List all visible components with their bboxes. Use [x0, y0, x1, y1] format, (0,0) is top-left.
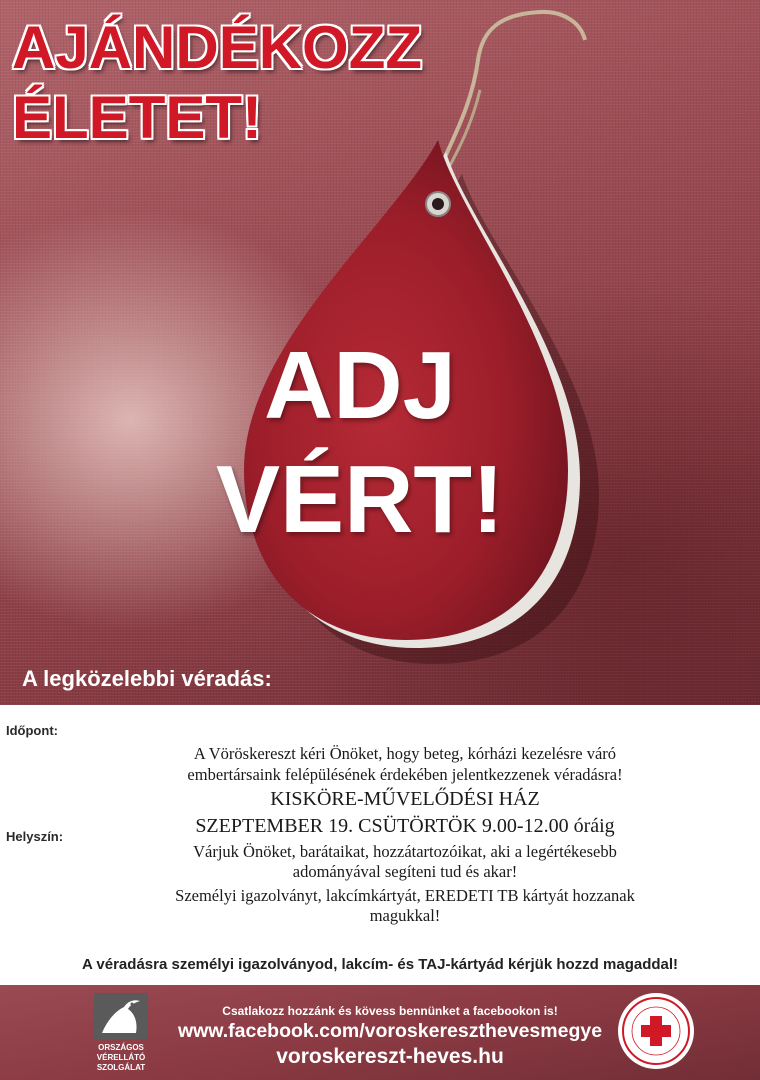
string — [430, 12, 585, 198]
documents-text — [90, 886, 720, 926]
place-label: Helyszín: — [6, 829, 64, 844]
ovsz-line-1: ORSZÁGOS — [98, 1043, 144, 1052]
headline-line-1: AJÁNDÉKOZZ — [12, 14, 423, 81]
ovsz-line-3: SZOLGÁLAT — [96, 1063, 146, 1072]
facebook-invite-text: Csatlakozz hozzánk és kövess bennünket a facebookon is! — [222, 1004, 558, 1018]
intro-line-2: embertársaink felépülésének érdekében jelentkezzenek véradásra! — [187, 765, 623, 784]
reminder-text: A véradásra személyi igazolványod, lakcím- és TAJ-kártyád kérjük hozzd magaddal! — [81, 956, 679, 973]
invite-line-1: Várjuk Önöket, barátaikat, hozzátartozóikat, aki a legértékesebb — [193, 842, 617, 861]
venue-text: KISKÖRE-MŰVELŐDÉSI HÁZ — [270, 788, 540, 810]
ovsz-logo — [90, 993, 152, 1077]
documents-line-1: Személyi igazolványt, lakcímkártyát, EREDETI TB kártyát hozzanak — [175, 886, 635, 905]
intro-text — [90, 743, 720, 785]
ovsz-line-2: VÉRELLÁTÓ — [96, 1053, 146, 1062]
red-cross-logo — [618, 993, 694, 1069]
invite-line-2: adományával segíteni tud és akar! — [292, 862, 518, 881]
headline-line-2: ÉLETET! — [12, 84, 262, 151]
date-text: SZEPTEMBER 19. CSÜTÖRTÖK 9.00-12.00 óráig — [195, 815, 615, 837]
website-link[interactable]: voroskereszt-heves.hu — [276, 1045, 504, 1068]
facebook-link[interactable]: www.facebook.com/voroskereszthevesmegye — [177, 1020, 603, 1042]
nearest-donation-heading: A legközelebbi véradás: — [22, 666, 272, 691]
ovsz-text — [86, 1043, 156, 1073]
pelican-icon — [94, 993, 148, 1039]
red-cross-icon — [618, 993, 694, 1069]
time-label: Időpont: — [6, 723, 58, 738]
drop-title-line-2: VÉRT! — [216, 446, 504, 553]
documents-line-2: magukkal! — [369, 906, 441, 925]
invite-text — [90, 842, 720, 882]
intro-line-1: A Vöröskereszt kéri Önöket, hogy beteg, kórházi kezelésre váró — [193, 744, 617, 763]
info-panel — [0, 705, 760, 955]
footer-banner — [0, 985, 760, 1080]
drop-title-line-1: ADJ — [263, 332, 457, 439]
